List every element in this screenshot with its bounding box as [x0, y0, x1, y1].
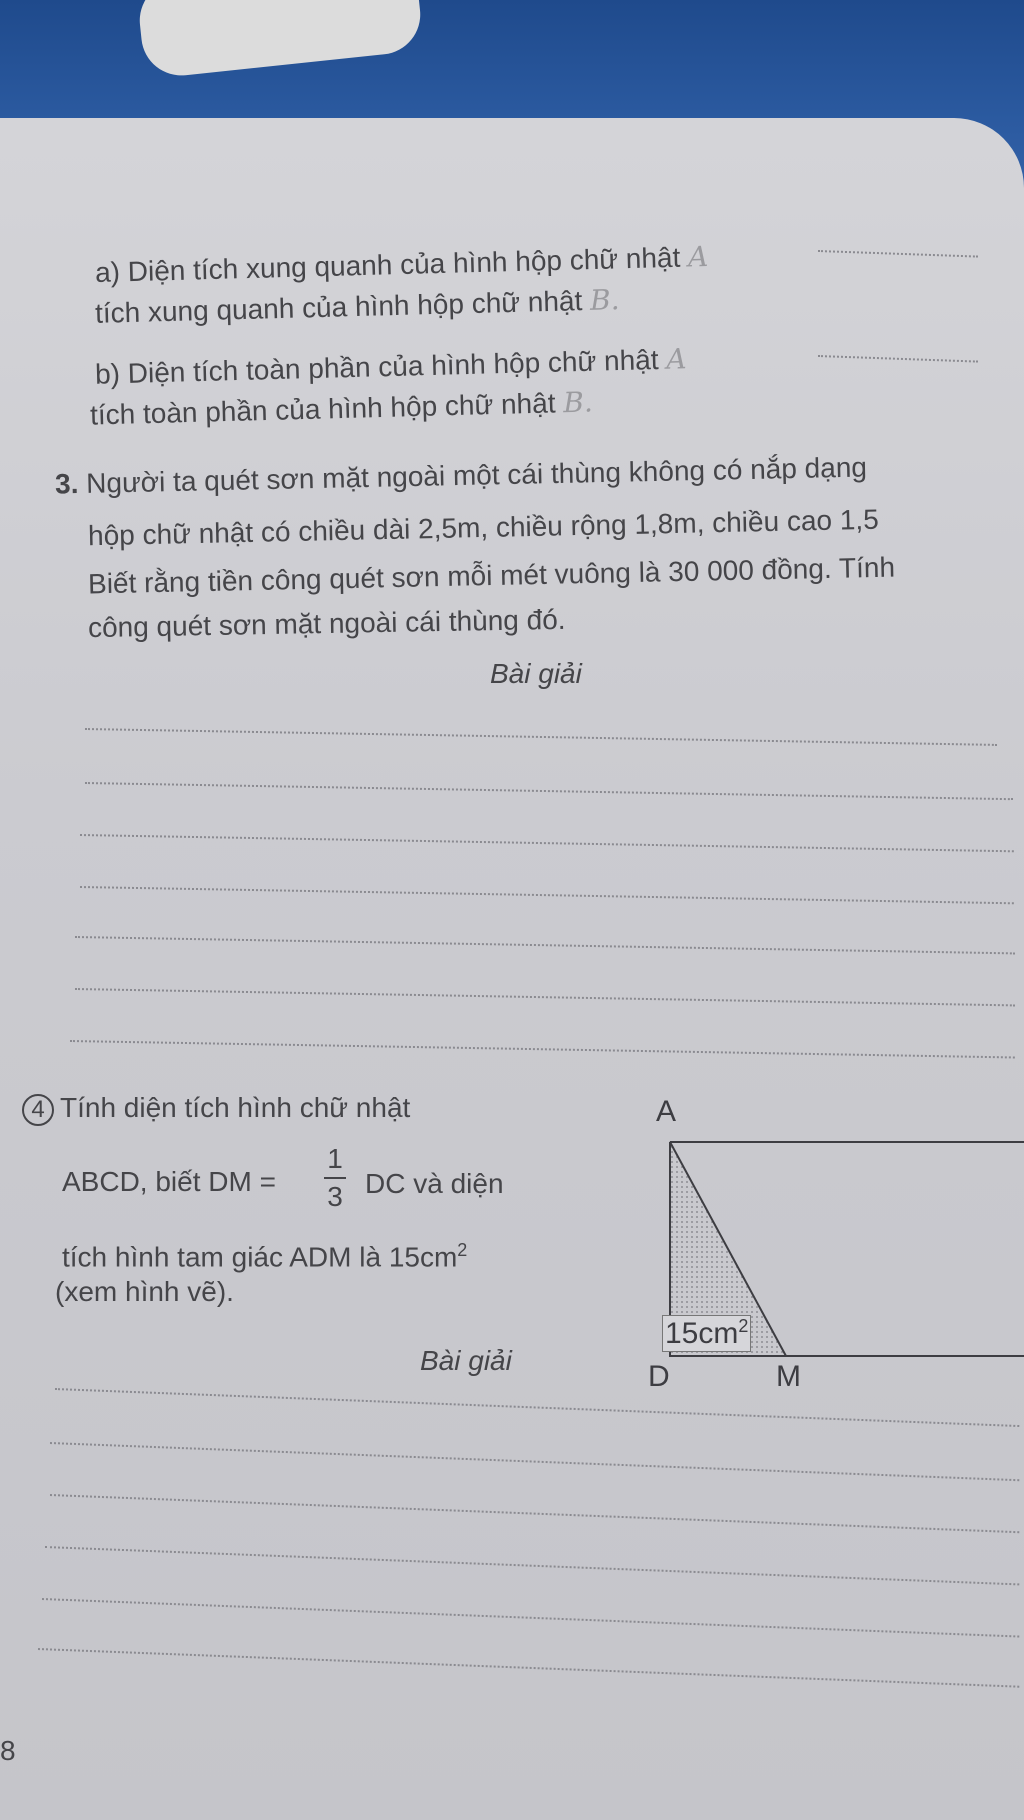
problem4-line2-prefix: ABCD, biết DM = [62, 1166, 276, 1197]
part-a-line2: tích xung quanh của hình hộp chữ nhật B. [94, 283, 620, 329]
problem4-line4: (xem hình vẽ). [55, 1276, 234, 1307]
problem4-line1: 4 Tính diện tích hình chữ nhật [22, 1092, 410, 1126]
problem4-line3: tích hình tam giác ADM là $15cm^2$ [62, 1240, 468, 1273]
problem-number-circle: 4 [22, 1094, 54, 1126]
solution-heading: Bài giải [490, 658, 582, 689]
problem3-line2: hộp chữ nhật có chiều dài 2,5m, chiều rộng 1,8m, chiều cao 1,5 [87, 503, 880, 552]
part-b-line2: tích toàn phần của hình hộp chữ nhật B. [89, 385, 594, 431]
part-a-line1: a) Diện tích xung quanh của hình hộp chữ nhật A [94, 239, 709, 289]
fraction-one-third: 1 3 [322, 1143, 348, 1213]
solution-heading: Bài giải [420, 1345, 512, 1376]
problem4-line2-suffix: DC và diện [365, 1168, 504, 1199]
label-m: M [776, 1360, 801, 1393]
page-number: 8 [0, 1735, 16, 1766]
label-a: A [656, 1095, 677, 1128]
problem3-line4: công quét sơn mặt ngoài cái thùng đó. [87, 603, 566, 644]
part-b-line1: b) Diện tích toàn phần của hình hộp chữ nhật A [94, 342, 687, 390]
problem3-line3: Biết rằng tiền công quét sơn mỗi mét vuông là 30 000 đồng. Tính [87, 551, 896, 600]
area-label: $15cm^2$ [662, 1315, 751, 1352]
problem3-line1: 3. Người ta quét sơn mặt ngoài một cái thùng không có nắp dạng [54, 451, 868, 500]
label-d: D [648, 1360, 670, 1393]
